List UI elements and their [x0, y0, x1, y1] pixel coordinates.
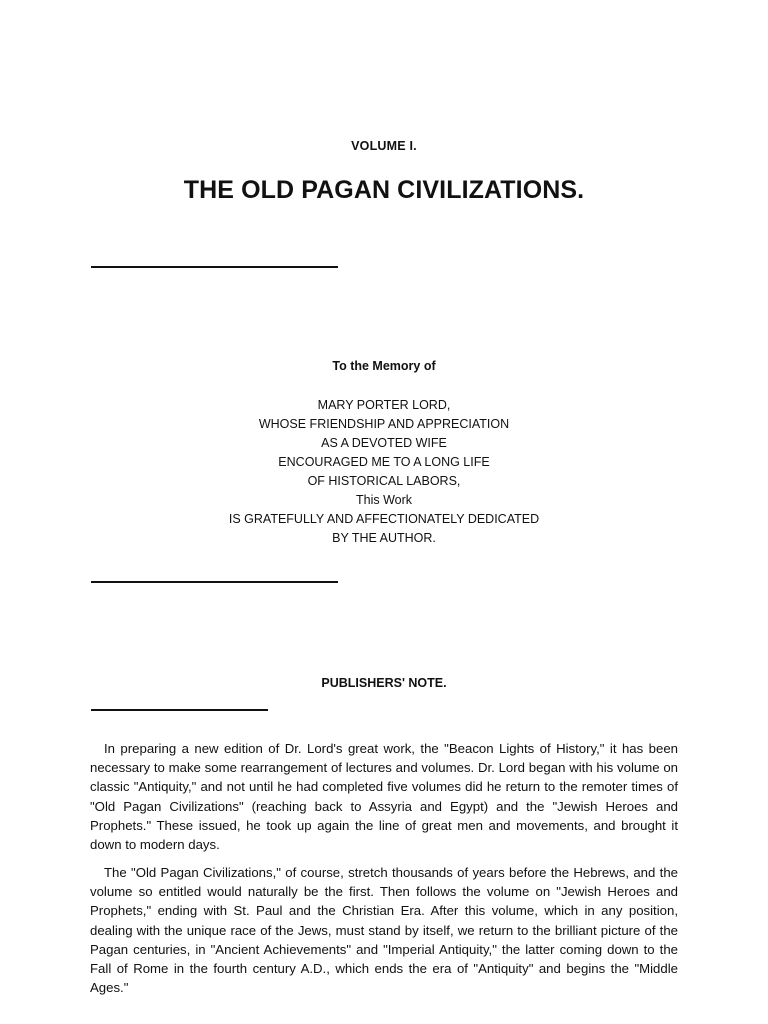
dedication-line: BY THE AUTHOR. — [332, 531, 436, 545]
body-paragraph: In preparing a new edition of Dr. Lord's great work, the "Beacon Lights of History," it has been necessary to make some rearrangement of lectures and volumes. Dr. Lord began with his volume on classic "Antiquity," and not until he had completed five volumes did he return to the remoter times of "Old Pagan Civilizations" (reaching back to Assyria and Egypt) and the "Jewish Heroes and Prophets." These issued, he took up again the line of great men and movements, and brought it down to modern days. — [90, 741, 678, 853]
divider-rule — [91, 581, 338, 583]
dedication-text — [0, 396, 768, 548]
dedication-heading: To the Memory of — [332, 359, 436, 373]
publishers-note-heading: PUBLISHERS' NOTE. — [321, 676, 447, 690]
divider-rule — [91, 266, 338, 268]
body-paragraph: The "Old Pagan Civilizations," of course, stretch thousands of years before the Hebrews, and the volume so entitled would naturally be the first. Then follows the volume on "Jewish Heroes and Prophets," ending with St. Paul and the Christian Era. After this volume, which in any position, dealing with the unique race of the Jews, must stand by itself, we return to the brilliant picture of the Pagan centuries, in "Ancient Achievements" and "Imperial Antiquity," the latter coming down to the Fall of Rome in the fourth century A.D., which ends the era of "Antiquity" and begins the "Middle Ages." — [90, 865, 678, 996]
volume-label: VOLUME I. — [351, 139, 417, 153]
dedication-line: OF HISTORICAL LABORS, — [307, 474, 461, 488]
dedication-line: This Work — [355, 493, 413, 507]
dedication-line: MARY PORTER LORD, — [317, 398, 451, 412]
dedication-line: AS A DEVOTED WIFE — [321, 436, 447, 450]
dedication-line: ENCOURAGED ME TO A LONG LIFE — [278, 455, 490, 469]
divider-rule — [91, 709, 268, 711]
dedication-line: WHOSE FRIENDSHIP AND APPRECIATION — [258, 417, 510, 431]
dedication-line: IS GRATEFULLY AND AFFECTIONATELY DEDICATED — [228, 512, 540, 526]
book-title: THE OLD PAGAN CIVILIZATIONS. — [183, 176, 585, 204]
